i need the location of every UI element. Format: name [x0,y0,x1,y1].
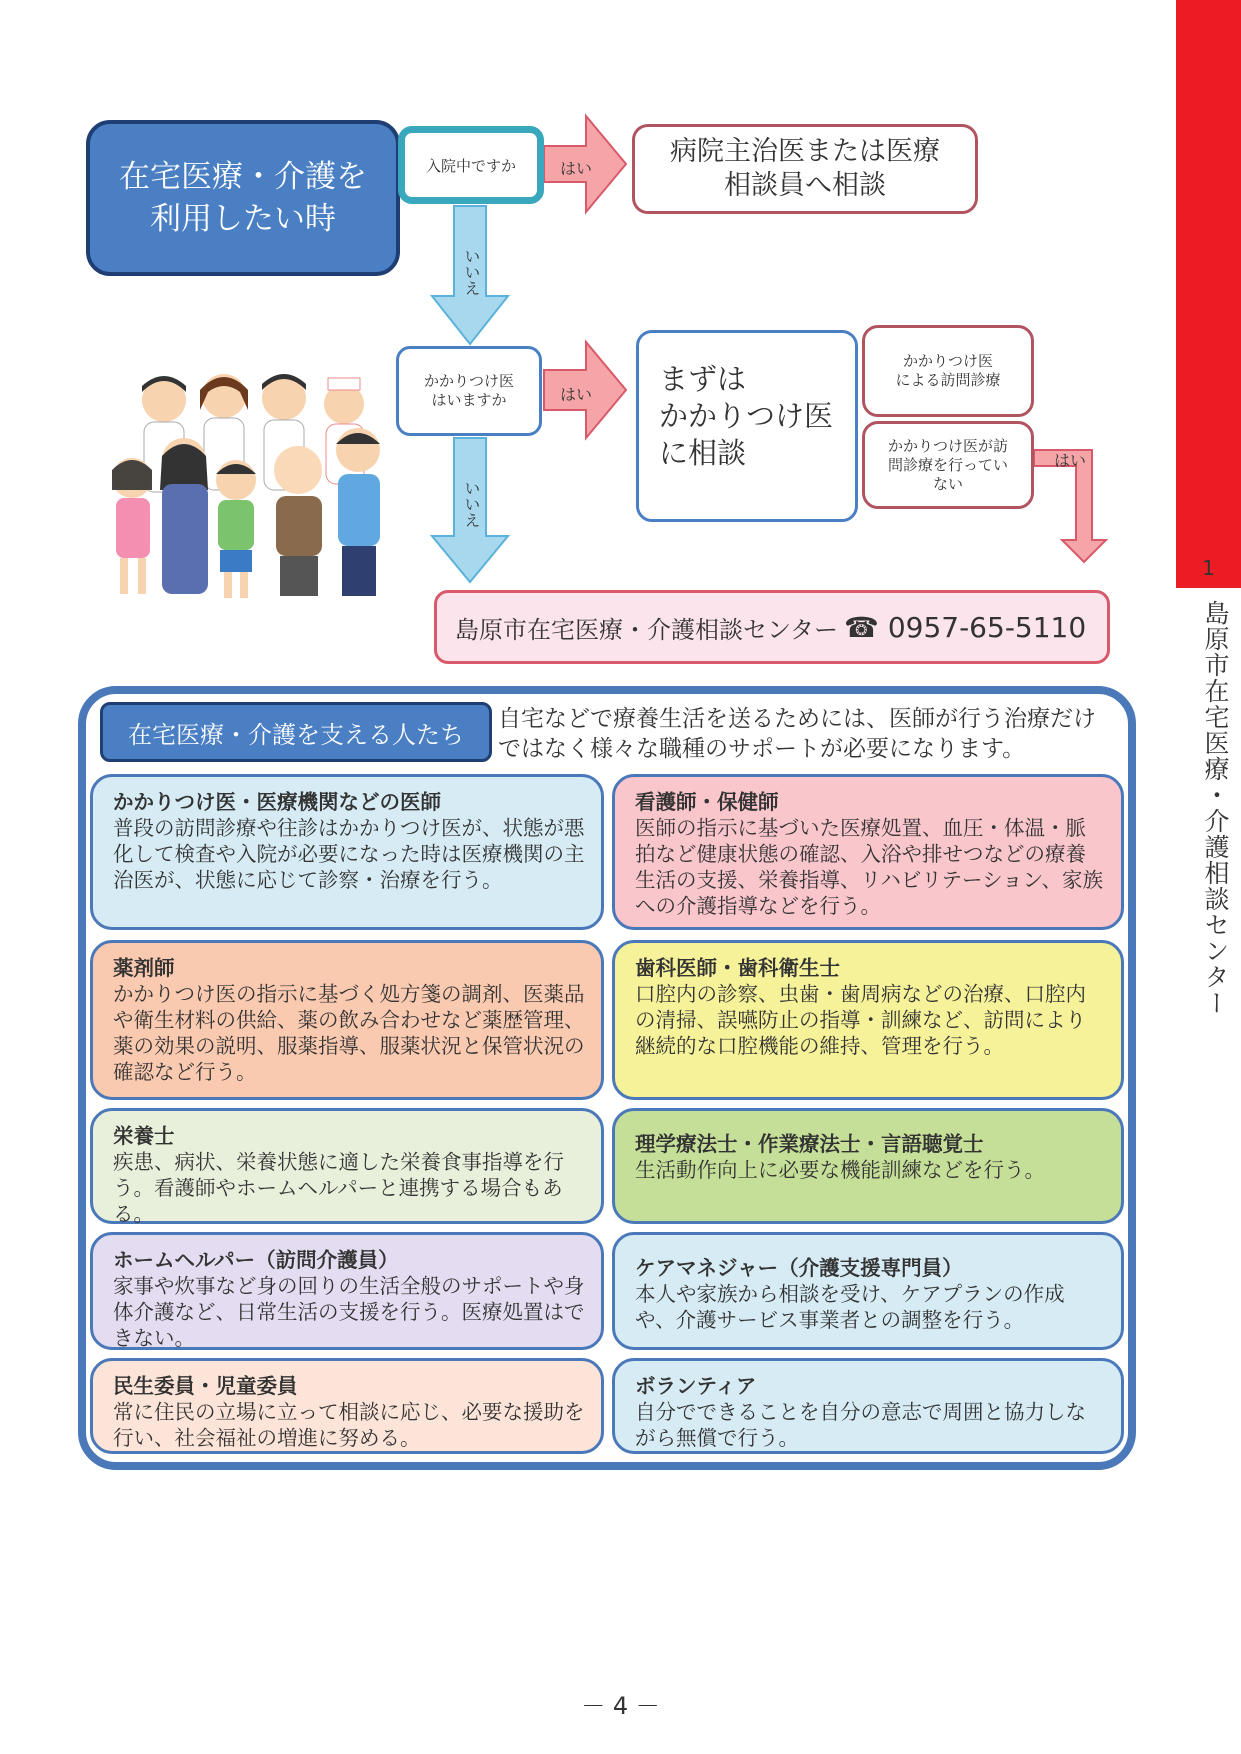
card-pharmacist [90,940,604,1100]
hospital-consult-box [632,124,978,214]
no-home-visit-box [862,421,1034,509]
card-welfare-commissioner-body: 常に住民の立場に立って相談に応じ、必要な援助を行い、社会福祉の増進に努める。 [113,1400,585,1450]
card-dietitian-body: 疾患、病状、栄養状態に適した栄養食事指導を行う。看護師やホームヘルパーと連携する場合もある。 [113,1150,564,1226]
yes-label-1: はい [560,159,593,178]
person-girl [112,458,152,594]
card-nurse-title: 看護師・保健師 [635,790,779,814]
card-volunteer-title: ボランティア [635,1374,757,1398]
card-therapist [612,1108,1124,1224]
card-volunteer [612,1358,1124,1454]
start-box [86,120,400,276]
card-doctor [90,774,604,930]
hospital-consult-label: 病院主治医または医療 相談員へ相談 [670,136,940,201]
card-dentist [612,940,1124,1100]
card-welfare-commissioner-title: 民生委員・児童委員 [113,1374,298,1398]
yes-label-3: はい [1054,451,1087,470]
question-hospitalized [398,126,544,204]
section-number: 1 [1202,556,1215,580]
consult-center-phone: ☎ 0957-65-5110 [844,610,1087,644]
card-volunteer-body: 自分でできることを自分の意志で周囲と協力しながら無償で行う。 [635,1400,1086,1450]
card-care-manager-body: 本人や家族から相談を受け、ケアプランの作成や、介護サービス事業者との調整を行う。 [635,1282,1065,1332]
question-hospitalized-label: 入院中ですか [425,156,516,175]
no-home-visit-label: かかりつけ医が訪 問診療を行ってい ない [887,436,1008,493]
card-therapist-title: 理学療法士・作業療法士・言語聴覚士 [635,1132,984,1156]
person-father [336,428,380,596]
card-home-helper [90,1232,604,1350]
consult-family-doctor-label: まずは かかりつけ医 に相談 [659,362,834,470]
card-doctor-title: かかりつけ医・医療機関などの医師 [113,790,441,814]
consult-family-doctor-box [636,330,858,522]
card-care-manager [612,1232,1124,1350]
person-boy [216,460,256,598]
card-nurse [612,774,1124,930]
page-number: － 4 － [581,1692,660,1720]
no-label-2: いいえ [462,480,481,528]
card-welfare-commissioner [90,1358,604,1454]
home-visit-box [862,325,1034,417]
people-illustration [104,370,400,620]
home-visit-label: かかりつけ医 による訪問診療 [895,352,1001,389]
card-dietitian [90,1108,604,1224]
card-nurse-body: 医師の指示に基づいた医療処置、血圧・体温・脈拍など健康状態の確認、入浴や排せつなどの療養生活の支援、栄養指導、リハビリテーション、家族への介護指導などを行う。 [635,816,1104,918]
card-pharmacist-body: かかりつけ医の指示に基づく処方箋の調剤、医薬品や衛生材料の供給、薬の飲み合わせなど薬歴管理、薬の効果の説明、服薬指導、服薬状況と保管状況の確認など行う。 [113,982,585,1084]
card-dentist-title: 歯科医師・歯科衛生士 [635,956,840,980]
consult-center-box [434,590,1110,664]
card-home-helper-body: 家事や炊事など身の回りの生活全般のサポートや身体介護など、日常生活の支援を行う。医療処置はできない。 [113,1274,585,1350]
question-family-doctor [396,346,542,436]
person-mother [160,438,208,594]
person-grandpa [274,446,322,596]
side-title: 島原市在宅医療・介護相談センター [1201,600,1230,1016]
support-intro: 自宅などで療養生活を送るためには、医師が行う治療だけではなく様々な職種のサポートが必要になります。 [498,706,1096,762]
yes-label-2: はい [560,385,593,404]
card-care-manager-title: ケアマネジャー（介護支援専門員） [635,1256,963,1280]
card-dietitian-title: 栄養士 [113,1124,175,1148]
card-home-helper-title: ホームヘルパー（訪問介護員） [113,1248,399,1272]
card-pharmacist-title: 薬剤師 [113,956,175,980]
card-doctor-body: 普段の訪問診療や往診はかかりつけ医が、状態が悪化して検査や入院が必要になった時は医療機関の主治医が、状態に応じて診察・治療を行う。 [113,816,585,892]
support-title: 在宅医療・介護を支える人たち [100,702,492,762]
no-label-1: いいえ [462,248,481,296]
card-therapist-body: 生活動作向上に必要な機能訓練などを行う。 [635,1158,1045,1182]
start-label: 在宅医療・介護を 利用したい時 [119,159,367,237]
consult-center-name: 島原市在宅医療・介護相談センター [455,615,839,644]
question-family-doctor-label: かかりつけ医 はいますか [423,372,514,409]
card-dentist-body: 口腔内の診察、虫歯・歯周病などの治療、口腔内の清掃、誤嚥防止の指導・訓練など、訪問により継続的な口腔機能の維持、管理を行う。 [635,982,1086,1058]
